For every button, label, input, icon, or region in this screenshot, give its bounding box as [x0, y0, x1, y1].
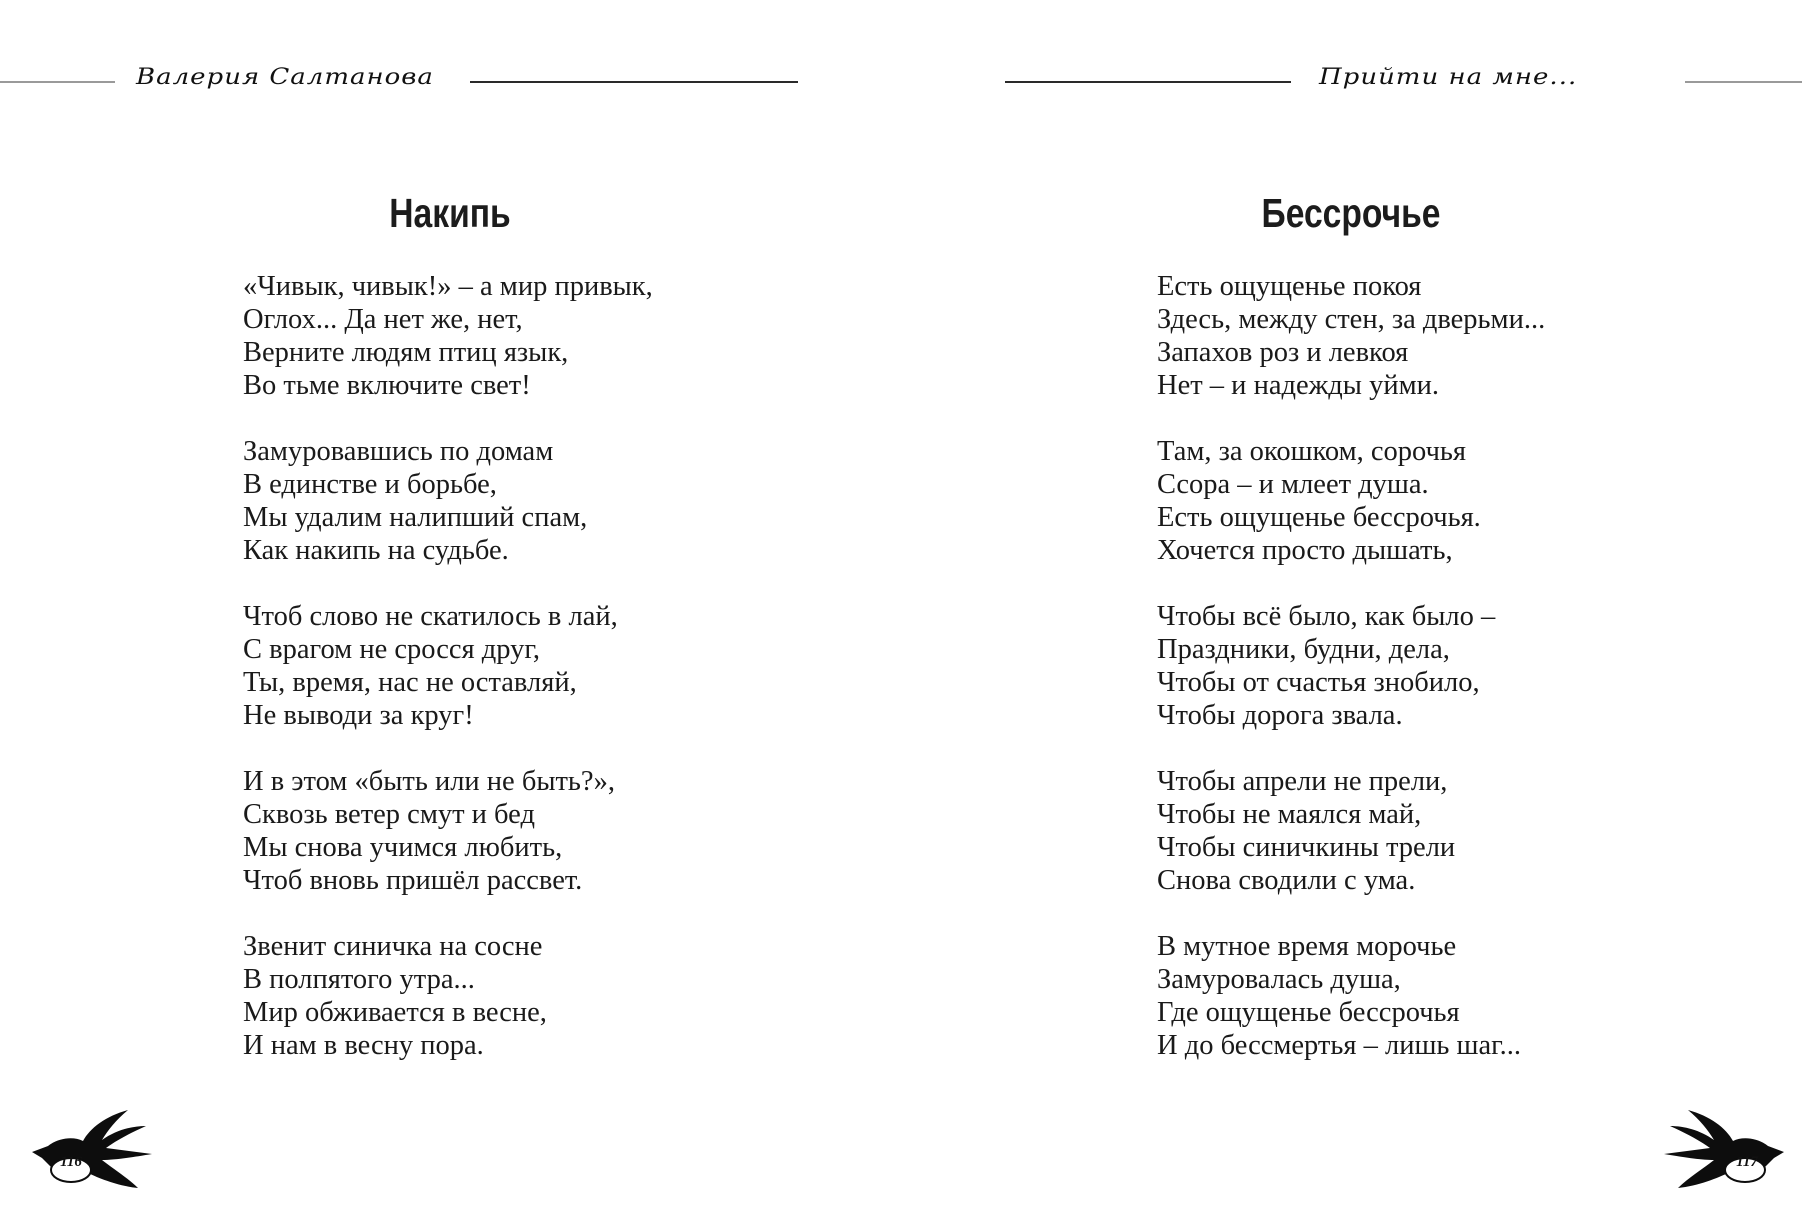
header-rule-right-outer: [1685, 81, 1802, 83]
poem-line: Чтобы дорога звала.: [1157, 700, 1403, 731]
stanza: [243, 270, 653, 402]
stanza: [243, 765, 653, 897]
poem-line: «Чивык, чивык!» – а мир привык,: [243, 271, 653, 302]
poem-line: Есть ощущенье покоя: [1157, 271, 1422, 302]
stanza: [1157, 270, 1545, 402]
stanza: [243, 930, 653, 1062]
poem-line: Чтобы всё было, как было –: [1157, 601, 1496, 632]
poem-line: И нам в весну пора.: [243, 1030, 484, 1061]
swallow-icon: [1658, 1108, 1788, 1198]
stanza: [243, 600, 653, 732]
poem-line: Нет – и надежды уйми.: [1157, 370, 1439, 401]
poem-line: Мир обживается в весне,: [243, 997, 547, 1028]
page-number: 117: [1736, 1154, 1758, 1170]
poem-line: Замуровалась душа,: [1157, 964, 1401, 995]
poem-line: Чтобы не маялся май,: [1157, 799, 1422, 830]
header-rule-left-inner: [470, 81, 798, 83]
poem-line: Есть ощущенье бессрочья.: [1157, 502, 1481, 533]
poem-line: Звенит синичка на сосне: [243, 931, 543, 962]
poem-line: Чтобы апрели не прели,: [1157, 766, 1448, 797]
poem-line: Праздники, будни, дела,: [1157, 634, 1450, 665]
poem-line: Чтобы от счастья знобило,: [1157, 667, 1480, 698]
poem-line: Там, за окошком, сорочья: [1157, 436, 1467, 467]
right-page: [901, 0, 1802, 1213]
poem-line: Запахов роз и левкоя: [1157, 337, 1409, 368]
poem-line: Чтоб вновь пришёл рассвет.: [243, 865, 583, 896]
stanza: [1157, 600, 1545, 732]
running-head-author: Валерия Салтанова: [136, 64, 434, 90]
stanza: [1157, 930, 1545, 1062]
stanza: [1157, 435, 1545, 567]
poem-line: Снова сводили с ума.: [1157, 865, 1416, 896]
poem-title: Бессрочье: [1261, 190, 1441, 236]
poem-line: Сквозь ветер смут и бед: [243, 799, 535, 830]
poem-line: Чтоб слово не скатилось в лай,: [243, 601, 618, 632]
poem-line: Верните людям птиц язык,: [243, 337, 569, 368]
poem-body: [1157, 270, 1545, 1095]
poem-line: Где ощущенье бессрочья: [1157, 997, 1460, 1028]
stanza: [1157, 765, 1545, 897]
poem-line: Замуровавшись по домам: [243, 436, 554, 467]
poem-line: Здесь, между стен, за дверьми...: [1157, 304, 1546, 335]
stanza: [243, 435, 653, 567]
header-rule-right-inner: [1005, 81, 1291, 83]
poem-line: Во тьме включите свет!: [243, 370, 531, 401]
header-rule-left-outer: [0, 81, 115, 83]
poem-line: В единстве и борьбе,: [243, 469, 497, 500]
swallow-icon: [28, 1108, 158, 1198]
poem-line: Не выводи за круг!: [243, 700, 474, 731]
poem-line: В полпятого утра...: [243, 964, 475, 995]
poem-line: Ты, время, нас не оставляй,: [243, 667, 577, 698]
poem-line: Ссора – и млеет душа.: [1157, 469, 1429, 500]
poem-line: И до бессмертья – лишь шаг...: [1157, 1030, 1521, 1061]
poem-line: Мы удалим налипший спам,: [243, 502, 588, 533]
page-number: 116: [60, 1154, 82, 1170]
poem-line: Оглох... Да нет же, нет,: [243, 304, 523, 335]
poem-line: Хочется просто дышать,: [1157, 535, 1453, 566]
poem-line: И в этом «быть или не быть?»,: [243, 766, 615, 797]
poem-line: В мутное время морочье: [1157, 931, 1457, 962]
poem-title: Накипь: [389, 190, 511, 236]
poem-body: [243, 270, 653, 1095]
running-head-book-title: Прийти на мне...: [1319, 64, 1578, 90]
poem-line: Чтобы синичкины трели: [1157, 832, 1456, 863]
poem-line: С врагом не сросся друг,: [243, 634, 540, 665]
poem-line: Мы снова учимся любить,: [243, 832, 563, 863]
poem-line: Как накипь на судьбе.: [243, 535, 509, 566]
